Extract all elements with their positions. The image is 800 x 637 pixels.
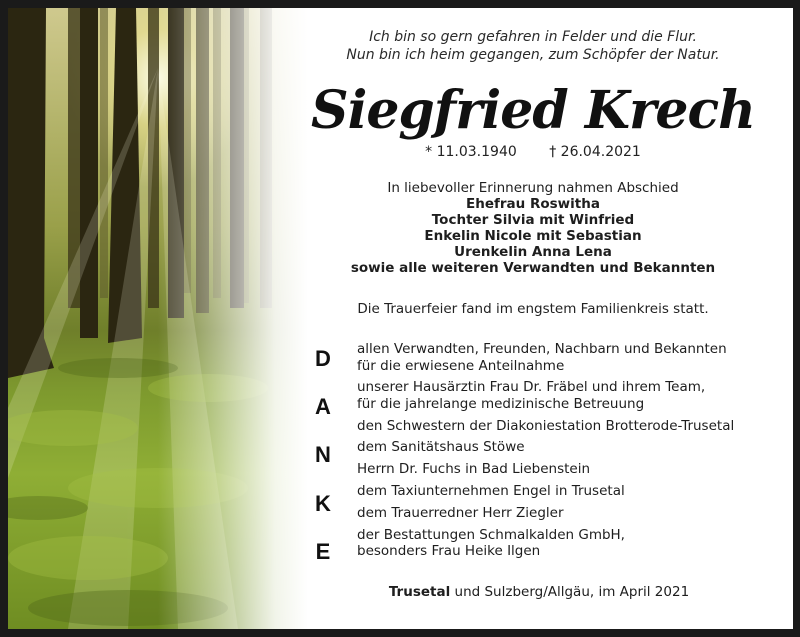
thanks-item	[357, 341, 787, 374]
quote-line-1: Ich bin so gern gefahren in Felder und die Flur.	[369, 29, 697, 45]
thanks-line: für die erwiesene Anteilnahme	[357, 357, 565, 374]
signature-line	[298, 584, 780, 600]
deceased-name: Siegfried Krech	[311, 80, 755, 141]
mourner-line: sowie alle weiteren Verwandten und Bekannten	[350, 260, 716, 276]
mourner-line: Enkelin Nicole mit Sebastian	[424, 228, 642, 244]
thanks-list	[357, 341, 787, 565]
thanks-item	[357, 505, 787, 522]
forest-sunlight-image	[8, 8, 308, 629]
thanks-item	[357, 418, 787, 435]
thanks-line: besonders Frau Heike Ilgen	[357, 543, 541, 560]
thanks-line: der Bestattungen Schmalkalden GmbH,	[357, 526, 625, 543]
death-date: † 26.04.2021	[549, 144, 641, 160]
thanks-line: für die jahrelange medizinische Betreuung	[357, 395, 645, 412]
danke-letter-e: E	[315, 539, 331, 564]
thanks-line: Herrn Dr. Fuchs in Bad Liebenstein	[357, 461, 591, 478]
danke-letter-n: N	[315, 442, 331, 467]
obituary-card	[8, 8, 793, 629]
memorial-quote	[298, 28, 768, 64]
signature-rest: und Sulzberg/Allgäu, im April 2021	[450, 584, 690, 600]
thanks-item	[357, 483, 787, 500]
thanks-line: dem Trauerredner Herr Ziegler	[357, 504, 564, 521]
obituary-text	[298, 8, 793, 629]
thanks-item	[357, 527, 787, 560]
mourner-line: Urenkelin Anna Lena	[454, 244, 612, 260]
mourner-line: Tochter Silvia mit Winfried	[431, 212, 635, 228]
thanks-item	[357, 461, 787, 478]
thanks-line: dem Sanitätshaus Stöwe	[357, 439, 525, 456]
mourners-block	[298, 180, 768, 276]
mourners-intro: In liebevoller Erinnerung nahmen Abschied	[387, 180, 679, 196]
thanks-item	[357, 439, 787, 456]
funeral-note: Die Trauerfeier fand im engstem Familienkreis statt.	[357, 301, 709, 317]
danke-letter-k: K	[315, 491, 331, 516]
birth-date: * 11.03.1940	[425, 144, 517, 160]
thanks-line: dem Taxiunternehmen Engel in Trusetal	[357, 482, 625, 499]
life-dates	[298, 144, 768, 160]
danke-letter-a: A	[315, 394, 331, 419]
thanks-item	[357, 379, 787, 412]
white-fade-overlay	[158, 8, 308, 629]
danke-letter-d: D	[315, 346, 331, 371]
thanks-line: unserer Hausärztin Frau Dr. Fräbel und ihrem Team,	[357, 379, 706, 396]
quote-line-2: Nun bin ich heim gegangen, zum Schöpfer der Natur.	[346, 47, 720, 63]
mourner-line: Ehefrau Roswitha	[466, 196, 600, 212]
thanks-line: den Schwestern der Diakoniestation Brotterode-Trusetal	[357, 417, 735, 434]
signature-place: Trusetal	[388, 584, 451, 600]
thanks-line: allen Verwandten, Freunden, Nachbarn und Bekannten	[357, 341, 727, 357]
